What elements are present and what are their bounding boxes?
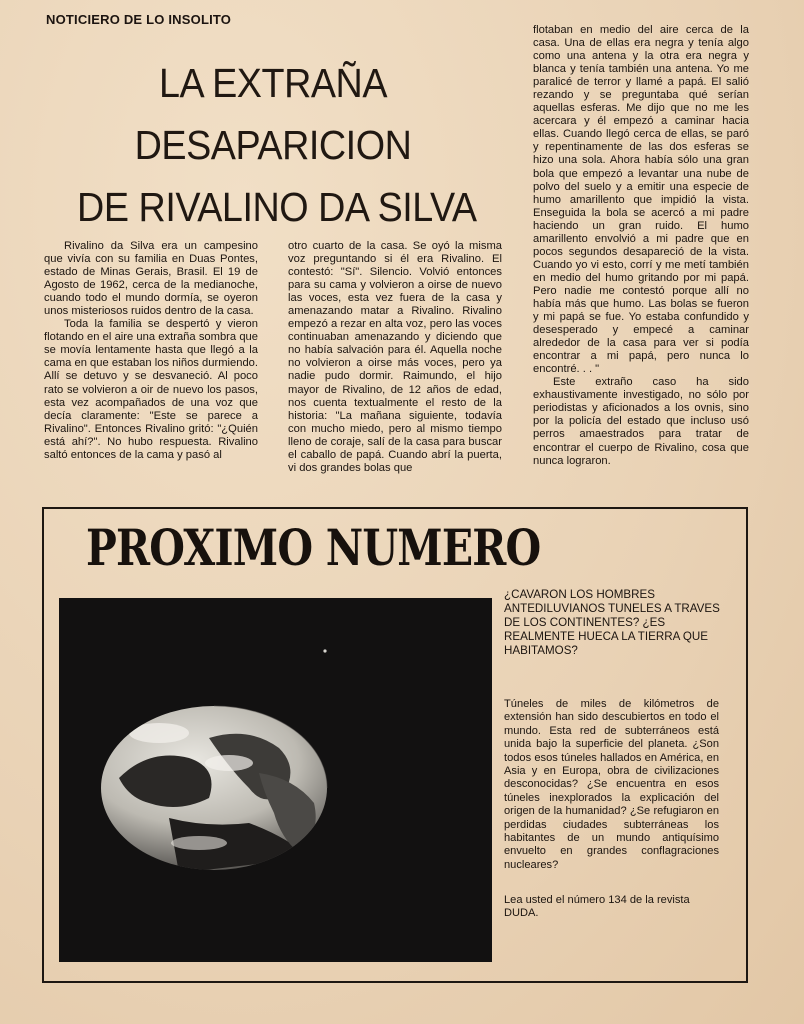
headline-line-1: LA EXTRAÑA bbox=[158, 60, 388, 106]
paragraph: Este extraño caso ha sido exhaustivamente investigado, no sólo por periodistas y aficionados a los ovnis, sino por la policía del estado que incluso usó perros amaestrados para tratar de encontrar el cuerpo de Rivalino, cosa que nunca lograron. bbox=[533, 376, 749, 467]
next-issue-questions: ¿CAVARON LOS HOMBRES ANTEDILUVIANOS TUNELES A TRAVES DE LOS CONTINENTES? ¿ES REALMENTE HUECA LA TIERRA QUE HABITAMOS? bbox=[504, 588, 720, 657]
section-label: NOTICIERO DE LO INSOLITO bbox=[46, 12, 232, 27]
next-issue-body: Túneles de miles de kilómetros de extensión han sido descubiertos en todo el mundo. Esta red de subterráneos está unida bajo la superficie del planeta. ¿Son todos esos túneles hallados en América, en Asia y en Europa, obra de civilizaciones desconocidas? ¿Se encuentra en esos túneles inexplorados la explicación del origen de la humanidad? ¿Se refugiaron en perdidas ciudades subterráneas los habitantes de un mundo antiquísimo envuelto en grandes conflagraciones nucleares? bbox=[504, 698, 719, 871]
next-issue-cta: Lea usted el número 134 de la revista DUDA. bbox=[504, 894, 690, 920]
headline bbox=[77, 52, 477, 238]
paragraph: flotaban en medio del aire cerca de la casa. Una de ellas era negra y tenía algo como una antena y la otra era negra y blanca y tenía también una antena. Yo me paralicé de terror y llamé a papá. El salió rezando y se preguntaba qué serían aquellas esferas. Me dijo que no me les acercara y él empezó a caminar hacia ellas. Cuando llegó cerca de ellas, se paró y repentinamente de las dos esferas se hizo una sola. Ahora había sólo una gran bola que empezó a levantar una nube de polvo del suelo y a emitir una especie de humo amarillento que impidió la vista. Enseguida la bola se acercó a mi padre haciendo un gran ruido. El humo amarillento envolvió a mi padre que en pocos segundos desapareció de la vista. Cuando yo vi esto, corrí y me metí también en medio del humo gritando por mi papá. Pero nadie me contestó porque allí no había más que humo. Las bolas se fueron y mi papá se fue. Yo estaba confundido y desesperado y empecé a caminar alrededor de la casa para ver si podía encontrar a mi papá, pero nunca lo encontré. . . " bbox=[533, 24, 749, 376]
article-column-2 bbox=[288, 240, 502, 475]
earth-illustration bbox=[59, 598, 492, 962]
headline-line-2: DESAPARICION bbox=[134, 122, 412, 168]
next-issue-title: PROXIMO NUMERO bbox=[86, 518, 541, 577]
paragraph: otro cuarto de la casa. Se oyó la misma voz preguntando si él era Rivalino. El contestó: "Sí". Silencio. Volvió entonces para su cama y volvieron a oirse de nuevo las voces, esta vez fuera de la casa y amenazando matar a Rivalino. Rivalino empezó a rezar en alta voz, pero las voces continuaban amenazando y diciendo que no había salvación para él. Aquella noche no volvieron a oirse más voces, pero ya nadie pudo dormir. Raimundo, el hijo mayor de Rivalino, de 12 años de edad, nos cuenta textualmente el resto de la historia: "La mañana siguiente, todavía con mucho miedo, pero al mismo tiempo lleno de coraje, salí de la casa para buscar el caballo de papá. Cuando abrí la puerta, vi dos grandes bolas que bbox=[288, 240, 502, 474]
article-column-1 bbox=[44, 240, 258, 462]
paragraph: Toda la familia se despertó y vieron flotando en el aire una extraña sombra que se movía lentamente hasta que llegó a la cama en que estaban los niños durmiendo. Allí se detuvo y se desvaneció. Al poco rato se volvieron a oir de nuevo los pasos, esta vez acompañados de una voz que decía claramente: "Este se parece a Rivalino". Entonces Rivalino gritó: "¿Quién está ahí?". No hubo respuesta. Rivalino saltó entonces de la cama y pasó al bbox=[44, 318, 258, 461]
headline-line-3: DE RIVALINO DA SILVA bbox=[77, 184, 477, 230]
earth-photo bbox=[59, 598, 492, 962]
article-column-3 bbox=[533, 24, 749, 468]
paragraph: Rivalino da Silva era un campesino que vivía con su familia en Duas Pontes, estado de Minas Gerais, Brasil. El 19 de Agosto de 1962, cerca de la medianoche, cuando todo el mundo dormía, se oyeron unos misteriosos ruidos dentro de la casa. bbox=[44, 240, 258, 318]
